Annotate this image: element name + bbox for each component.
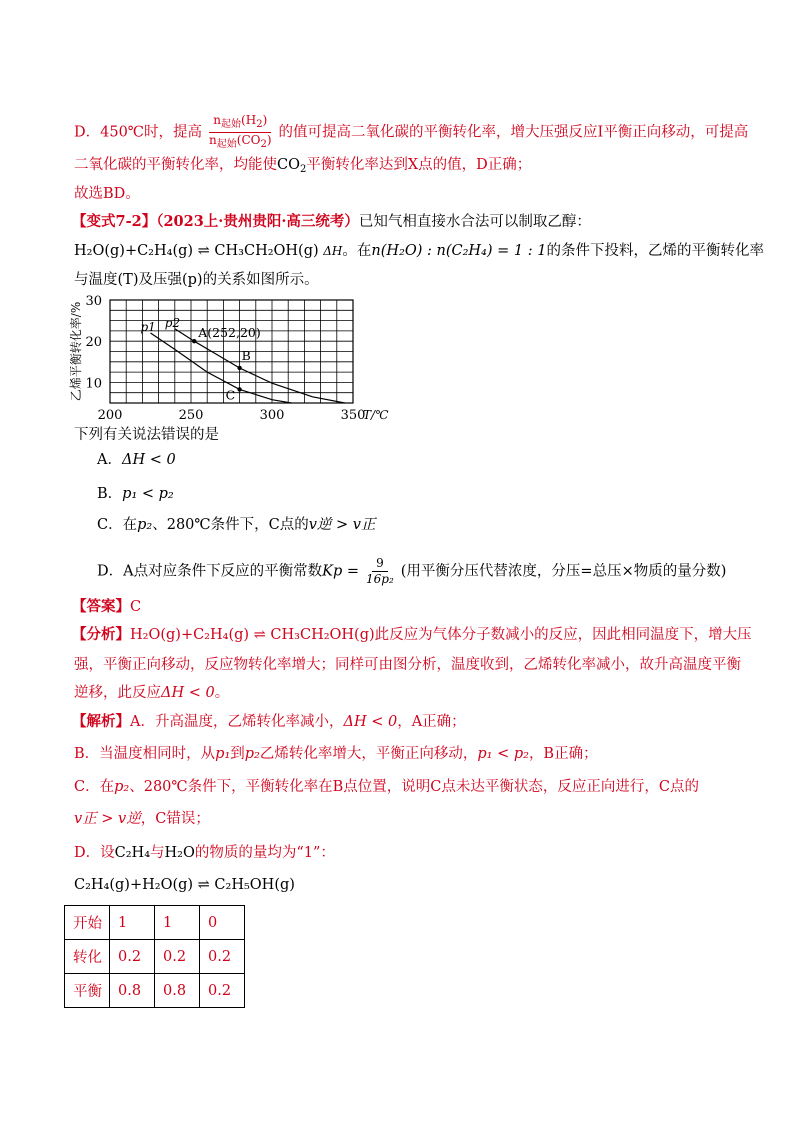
table-row-header: 平衡	[65, 974, 110, 1008]
table-row-header: 转化	[65, 940, 110, 974]
variant-tag: 【变式7-2】	[72, 213, 157, 230]
x-tick-label: 250	[178, 408, 204, 423]
hydration-equation: H₂O(g)+C₂H₄(g) ⇌ CH₃CH₂OH(g)	[74, 243, 319, 259]
table-cell: 0.2	[155, 940, 200, 974]
conversion-chart	[66, 290, 389, 430]
prev-item-d-line2: 二氧化碳的平衡转化率，均能使$CO_2$平衡转化率达到X点的值，D正确；	[74, 157, 532, 175]
table-cell: 1	[155, 906, 200, 940]
kp-fraction: $\frac{9}{\text{16p₂}}$	[366, 556, 394, 586]
x-tick-label: 300	[259, 408, 285, 423]
table-row	[65, 940, 245, 974]
solution-line-d: D．设C₂H₄与H₂O的物质的量均为“1”：	[74, 845, 335, 861]
option-c[interactable]: C．在p₂、280℃条件下，C点的v逆 > v正	[97, 517, 376, 533]
table-row	[65, 906, 245, 940]
co2-formula: $CO_2$	[277, 157, 307, 175]
option-b[interactable]: B．p₁ < p₂	[97, 486, 174, 502]
series-label-p2: p2	[164, 315, 181, 330]
table-row	[65, 974, 245, 1008]
prev-item-d-text: 的值可提高二氧化碳的平衡转化率，增大压强反应Ⅰ平衡正向移动，可提高	[278, 124, 749, 141]
ratio-fraction: $\frac{n_{起始}(H_2)}{n_{起始}(CO_2)}$	[209, 113, 272, 150]
data-point	[192, 339, 196, 343]
table-cell: 0	[200, 906, 245, 940]
data-point	[237, 366, 241, 370]
solution-line-a: 【解析】A．升高温度，乙烯转化率减小，ΔH < 0，A正确；	[72, 713, 466, 730]
variant-line3: 与温度(T)及压强(p)的关系如图所示。	[74, 272, 319, 288]
variant-header	[72, 212, 591, 232]
solution-line-c2: v正 > v逆，C错误；	[74, 811, 210, 827]
x-axis-label: T/℃	[363, 408, 389, 422]
answer-value: C	[130, 599, 142, 615]
x-tick-label: 200	[97, 408, 123, 423]
table-row-header: 开始	[65, 906, 110, 940]
prev-item-d-label: D．450℃时，提高	[74, 124, 203, 141]
y-tick-label: 30	[85, 294, 102, 309]
table-cell: 0.2	[200, 940, 245, 974]
answer-tag: 【答案】	[72, 598, 130, 615]
y-tick-label: 10	[85, 376, 102, 392]
analysis-tag: 【分析】	[72, 626, 130, 643]
analysis-line3: 逆移，此反应ΔH < 0。	[74, 685, 230, 701]
variant-intro: 已知气相直接水合法可以制取乙醇：	[358, 214, 591, 230]
analysis-equation: H₂O(g)+C₂H₄(g) ⇌ CH₃CH₂OH(g)	[130, 627, 375, 643]
table-cell: 0.2	[110, 940, 155, 974]
prev-item-d-line1	[74, 113, 748, 152]
variant-equation-line: H₂O(g)+C₂H₄(g) ⇌ CH₃CH₂OH(g) ΔH。在n(H₂O) : n(C₂H₄) = 1 : 1的条件下投料，乙烯的平衡转化率	[74, 243, 764, 259]
delta-h-symbol: ΔH	[323, 244, 343, 258]
ice-table	[64, 905, 245, 1008]
equilibrium-equation: C₂H₄(g)+H₂O(g) ⇌ C₂H₅OH(g)	[74, 877, 295, 893]
table-cell: 0.8	[155, 974, 200, 1008]
variant-source: （2023上·贵州贵阳·高三统考）	[156, 213, 359, 230]
table-cell: 0.8	[110, 974, 155, 1008]
question-prompt: 下列有关说法错误的是	[74, 427, 219, 443]
solution-tag: 【解析】	[72, 713, 130, 730]
option-a[interactable]: A．ΔH < 0	[97, 452, 176, 468]
prev-item-conclusion: 故选BD。	[74, 186, 140, 202]
analysis-line1: 【分析】H₂O(g)+C₂H₄(g) ⇌ CH₃CH₂OH(g)此反应为气体分子数减小的反应，因此相同温度下，增大压	[72, 626, 752, 643]
option-d[interactable]: D．A点对应条件下反应的平衡常数Kp = $\frac{9}{\text{16p₂}}$ (用平衡分压代替浓度，分压=总压×物质的量分数)	[97, 556, 727, 586]
y-axis-label: 乙烯平衡转化率/%	[69, 301, 83, 402]
answer-line	[72, 597, 141, 617]
table-cell: 0.2	[200, 974, 245, 1008]
table-cell: 1	[110, 906, 155, 940]
analysis-line2: 强，平衡正向移动，反应物转化率增大；同样可由图分析，温度收到，乙烯转化率减小，故升高温度平衡	[74, 657, 741, 673]
solution-line-c1: C．在p₂、280℃条件下，平衡转化率在B点位置，说明C点未达平衡状态，反应正向进行，C点的	[74, 779, 699, 795]
series-label-p1: p1	[140, 319, 156, 334]
solution-line-b: B．当温度相同时，从p₁到p₂乙烯转化率增大，平衡正向移动，p₁ < p₂，B正确；	[74, 746, 598, 762]
x-tick-label: 350	[340, 408, 366, 423]
point-label: B	[241, 347, 251, 363]
y-tick-label: 20	[85, 335, 102, 351]
point-label: C	[225, 387, 236, 403]
feed-ratio: n(H₂O) : n(C₂H₄) = 1 : 1	[371, 243, 547, 259]
point-label: A(252,20)	[198, 325, 261, 341]
data-point	[237, 387, 241, 391]
